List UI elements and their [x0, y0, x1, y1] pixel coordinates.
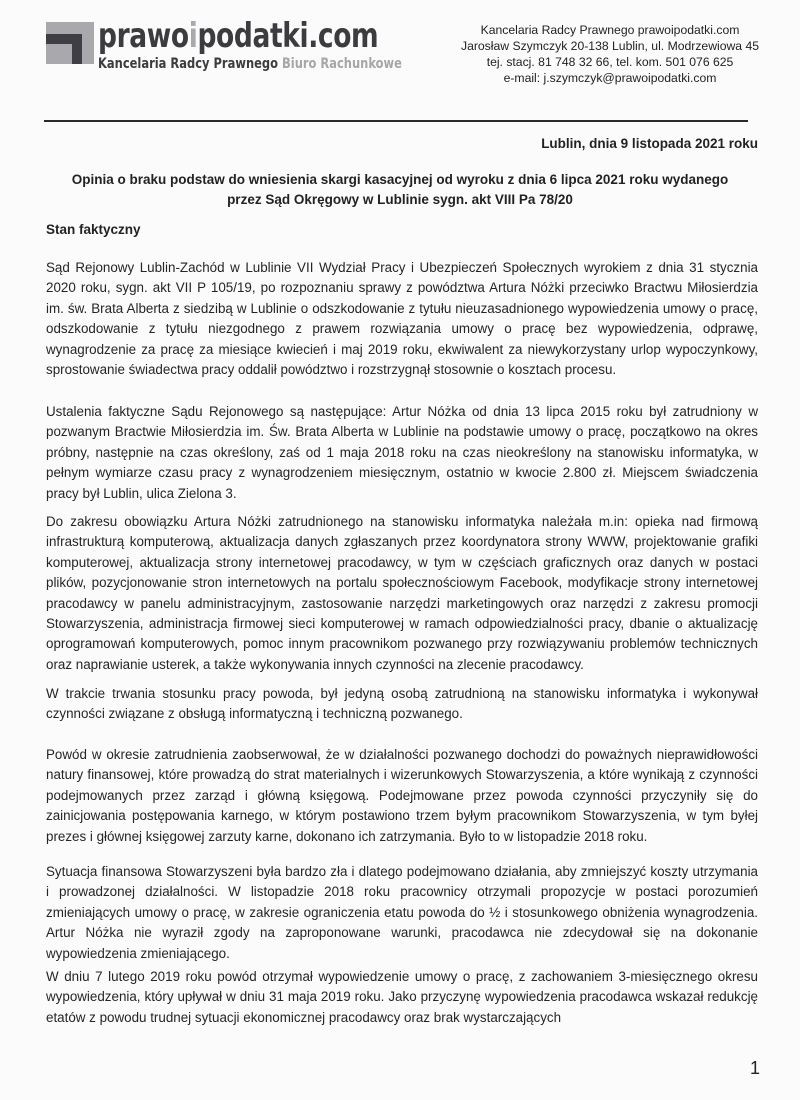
contact-block [425, 22, 795, 86]
paragraph: Do zakresu obowiązku Artura Nóżki zatrudnionego na stanowisku informatyka należała m.in: opieka nad firmową infrastrukturą komputerową, aktualizacja danych zgłaszanych przez koordynatora strony WWW, projektowanie grafiki komputerowej, aktualizacja strony internetowej pracodawcy, w tym w częściach graficznych oraz danych w postaci plików, pozycjonowanie stron internetowych na portalu społecznościowym Facebook, modyfikacje strony internetowej pracodawcy w panelu administracyjnym, zastosowanie narzędzi marketingowych oraz narzędzi z zakresu promocji Stowarzyszenia, administracja firmowej sieci komputerowej w ramach odpowiedzialności pracy, dbanie o aktualizację oprogramowań komputerowych, pomoc innym pracownikom pozwanego przy rozwiązywaniu problemów technicznych oraz naprawianie usterek, a także wykonywania innych czynności na zlecenie pracodawcy. [46, 514, 758, 672]
contact-firm-name: Kancelaria Radcy Prawnego prawoipodatki.com [480, 23, 740, 37]
header-divider [44, 120, 748, 122]
paragraph: Ustalenia faktyczne Sądu Rejonowego są następujące: Artur Nóżka od dnia 13 lipca 2015 roku był zatrudniony w pozwanym Bractwie Miłosierdzia im. Św. Brata Alberta w Lublinie na podstawie umowy o pracę, początkowo na okres próbny, następnie na czas określony, zaś od 1 maja 2018 roku na czas nieokreślony na stanowisku informatyka, w pełnym wymiarze czasu pracy z wynagrodzeniem miesięcznym, ostatnio w kwocie 2.800 zł. Miejscem świadczenia pracy był Lublin, ulica Zielona 3. [46, 404, 758, 501]
logo-subtitle [98, 56, 402, 72]
paragraph: W trakcie trwania stosunku pracy powoda, był jedyną osobą zatrudnioną na stanowisku informatyka i wykonywał czynności związane z obsługą informatyczną i techniczną pozwanego. [46, 686, 758, 722]
paragraph: Sąd Rejonowy Lublin-Zachód w Lublinie VII Wydział Pracy i Ubezpieczeń Społecznych wyrokiem z dnia 31 stycznia 2020 roku, sygn. akt VII P 105/19, po rozpoznaniu sprawy z powództwa Artura Nóżki przeciwko Bractwu Miłosierdzia im. św. Brata Alberta z siedzibą w Lublinie o odszkodowanie z tytułu nieuzasadnionego wypowiedzenia umowy o pracę, odszkodowanie z tytułu niezgodnego z prawem rozwiązania umowy o pracę bez wypowiedzenia, odprawę, wynagrodzenie za pracę za miesiące kwiecień i maj 2019 roku, ekwiwalent za niewykorzystany urlop wypoczynkowy, sprostowanie świadectwa pracy oddalił powództwo i rozstrzygnął stosownie o kosztach procesu. [46, 260, 758, 378]
logo-wordmark [98, 16, 378, 56]
paragraph: W dniu 7 lutego 2019 roku powód otrzymał wypowiedzenie umowy o pracę, z zachowaniem 3-miesięcznego okresu wypowiedzenia, który upływał w dniu 31 maja 2019 roku. Jako przyczynę wypowiedzenia pracodawca wskazał redukcję etatów z powodu trudnej sytuacji ekonomicznej pracodawcy oraz brak wystarczających [46, 969, 758, 1025]
logo-wordmark-part2: podatki.com [197, 16, 379, 56]
contact-email: e-mail: j.szymczyk@prawoipodatki.com [503, 71, 717, 85]
document-title-line2: przez Sąd Okręgowy w Lublinie sygn. akt VIII Pa 78/20 [227, 192, 573, 207]
paragraph: Sytuacja finansowa Stowarzyszeni była bardzo zła i dlatego podejmowano działania, aby zmniejszyć koszty utrzymania i prowadzonej działalności. W listopadzie 2018 roku pracownicy otrzymali propozycje w postaci porozumień zmieniających umowy o pracę, w zakresie ograniczenia etatu powoda do ½ i stosunkowego obniżenia wynagrodzenia. Artur Nóżka nie wyraził zgody na zaproponowane warunki, pracodawca nie zdecydował się na dokonanie wypowiedzenia zmieniającego. [46, 864, 758, 961]
company-logo [46, 16, 406, 72]
logo-subtitle-law-office: Kancelaria Radcy Prawnego [98, 56, 279, 72]
paragraph: Powód w okresie zatrudnienia zaobserwował, że w działalności pozwanego dochodzi do poważnych nieprawidłowości natury finansowej, które prowadzą do strat materialnych i wizerunkowych Stowarzyszenia, a które wynikają z czynności podejmowanych przez zarząd i główną księgową. Podejmowane przez powoda czynności przyczyniły się do zainicjowania postępowania karnego, w którym postawiono trzem byłym pracownikom Stowarzyszenia, w tym byłej prezes i głównej księgowej zarzuty karne, dokonano ich zatrzymania. Było to w listopadzie 2018 roku. [46, 747, 758, 844]
document-date: Lublin, dnia 9 listopada 2021 roku [541, 136, 758, 151]
section-heading: Stan faktyczny [46, 222, 141, 237]
logo-wordmark-i: i [188, 16, 198, 56]
logo-wordmark-part1: prawo [98, 16, 189, 56]
document-title [40, 170, 760, 210]
contact-phones: tej. stacj. 81 748 32 66, tel. kom. 501 076 625 [486, 55, 734, 69]
document-title-line1: Opinia o braku podstaw do wniesienia skargi kasacyjnej od wyroku z dnia 6 lipca 2021 roku wydanego [71, 172, 729, 187]
logo-subtitle-accounting: Biuro Rachunkowe [282, 56, 402, 72]
page-number: 1 [749, 1058, 760, 1078]
contact-address: Jarosław Szymczyk 20-138 Lublin, ul. Modrzewiowa 45 [460, 39, 760, 53]
logo-square-icon [46, 22, 94, 64]
